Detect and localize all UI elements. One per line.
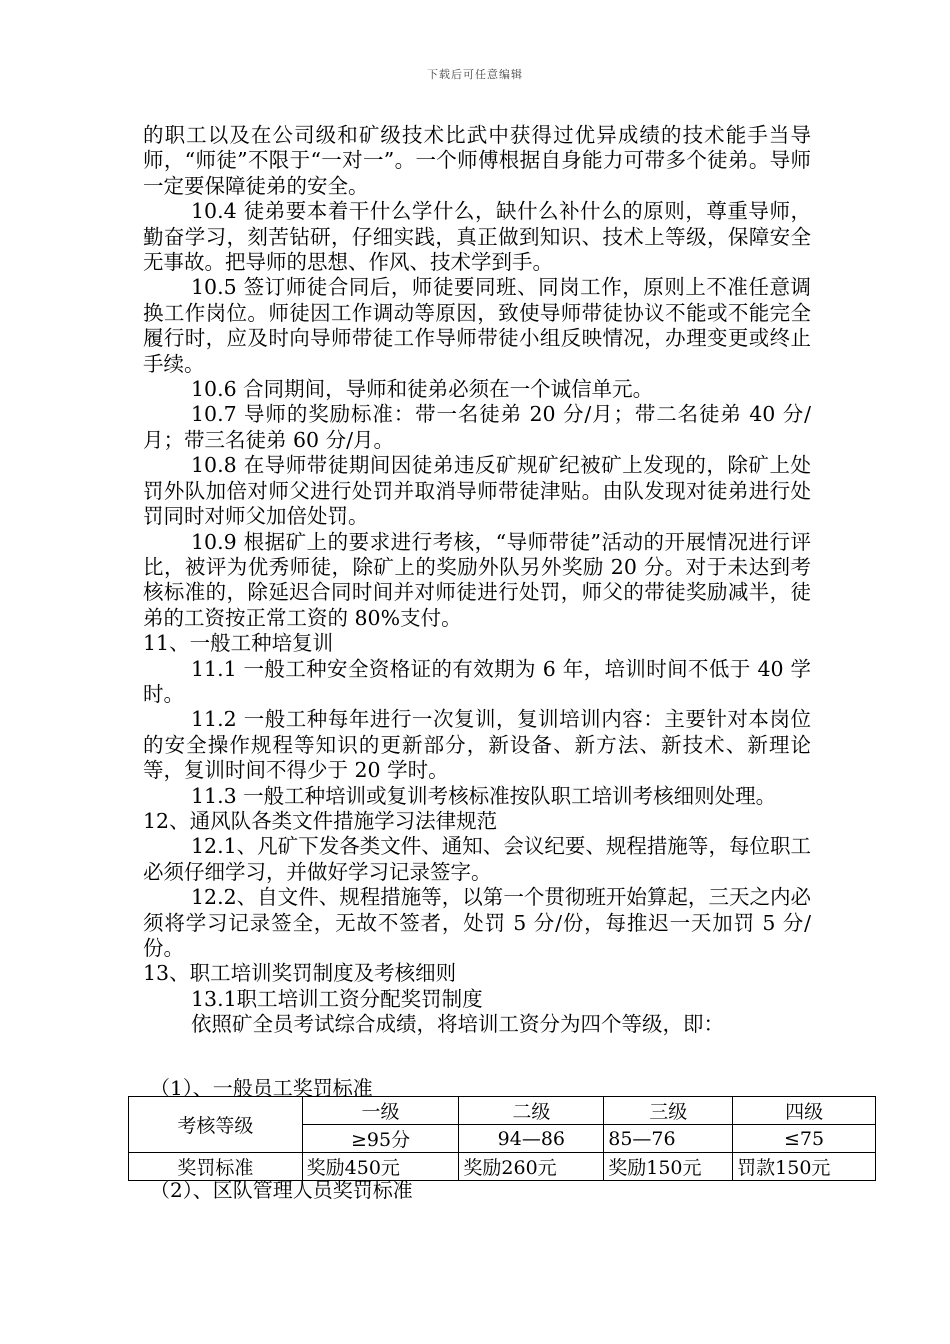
table-caption: （1）、一般员工奖罚标准 xyxy=(150,1076,373,1100)
level-cell: 三级 xyxy=(604,1097,733,1125)
section-heading: 11、一般工种培复训 xyxy=(143,631,334,656)
paragraph: 12.1、凡矿下发各类文件、通知、会议纪要、规程措施等，每位职工必须仔细学习，并做好学习记录签字。 xyxy=(143,834,811,884)
reward-cell: 奖励150元 xyxy=(604,1153,733,1181)
score-cell: 94—86 xyxy=(459,1125,604,1153)
reward-cell: 奖励260元 xyxy=(459,1153,604,1181)
page-header: 下载后可任意编辑 xyxy=(427,68,523,81)
paragraph: 12.2、自文件、规程措施等，以第一个贯彻班开始算起，三天之内必须将学习记录签全，无故不签者，处罚 5 分/份，每推迟一天加罚 5 分/份。 xyxy=(143,885,811,960)
paragraph: 依照矿全员考试综合成绩，将培训工资分为四个等级，即： xyxy=(191,1012,724,1037)
score-cell: ≥95分 xyxy=(302,1125,459,1153)
paragraph: 10.9 根据矿上的要求进行考核，“导师带徒”活动的开展情况进行评比，被评为优秀师徒，除矿上的奖励外队另外奖励 20 分。对于未达到考核标准的，除延迟合同时间并对师徒进行处罚，师父的带徒奖励减半，徒弟的工资按正常工资的 80%支付。 xyxy=(143,529,811,630)
paragraph: 10.8 在导师带徒期间因徒弟违反矿规矿纪被矿上发现的，除矿上处罚外队加倍对师父进行处罚并取消导师带徒津贴。由队发现对徒弟进行处罚同时对师父加倍处罚。 xyxy=(143,453,811,529)
paragraph: 10.6 合同期间，导师和徒弟必须在一个诚信单元。 xyxy=(191,377,654,402)
paragraph: 13.1职工培训工资分配奖罚制度 xyxy=(191,986,483,1011)
paragraph: 11.3 一般工种培训或复训考核标准按队职工培训考核细则处理。 xyxy=(191,783,777,808)
row-label-level: 考核等级 xyxy=(129,1097,303,1153)
paragraph: 10.7 导师的奖励标准：带一名徒弟 20 分/月；带二名徒弟 40 分/月；带三名徒弟 60 分/月。 xyxy=(143,402,811,452)
paragraph: 11.1 一般工种安全资格证的有效期为 6 年，培训时间不低于 40 学时。 xyxy=(143,656,811,706)
paragraph: 11.2 一般工种每年进行一次复训，复训培训内容：主要针对本岗位的安全操作规程等知识的更新部分，新设备、新方法、新技术、新理论等，复训时间不得少于 20 学时。 xyxy=(143,707,811,783)
reward-table xyxy=(128,1096,876,1181)
level-cell: 四级 xyxy=(733,1097,876,1125)
table-row xyxy=(129,1097,876,1125)
paragraph: 10.5 签订师徒合同后，师徒要同班、同岗工作，原则上不准任意调换工作岗位。师徒因工作调动等原因，致使导师带徒协议不能或不能完全履行时，应及时向导师带徒工作导师带徒小组反映情况，办理变更或终止手续。 xyxy=(143,275,811,376)
score-cell: 85—76 xyxy=(604,1125,733,1153)
paragraph: 10.4 徒弟要本着干什么学什么，缺什么补什么的原则，尊重导师，勤奋学习，刻苦钻研，仔细实践，真正做到知识、技术上等级，保障安全无事故。把导师的思想、作风、技术学到手。 xyxy=(143,199,811,275)
reward-cell: 奖励450元 xyxy=(302,1153,459,1181)
section-heading: 12、通风队各类文件措施学习法律规范 xyxy=(143,808,498,833)
paragraph: 的职工以及在公司级和矿级技术比武中获得过优异成绩的技术能手当导师，“师徒”不限于“一对一”。一个师傅根据自身能力可带多个徒弟。导师一定要保障徒弟的安全。 xyxy=(143,123,811,198)
document-body xyxy=(143,123,811,1038)
reward-cell: 罚款150元 xyxy=(733,1153,876,1181)
section-caption: （2）、区队管理人员奖罚标准 xyxy=(150,1178,413,1202)
level-cell: 二级 xyxy=(459,1097,604,1125)
level-cell: 一级 xyxy=(302,1097,459,1125)
row-label-reward: 奖罚标准 xyxy=(129,1153,303,1181)
section-heading: 13、职工培训奖罚制度及考核细则 xyxy=(143,961,457,986)
score-cell: ≤75 xyxy=(733,1125,876,1153)
